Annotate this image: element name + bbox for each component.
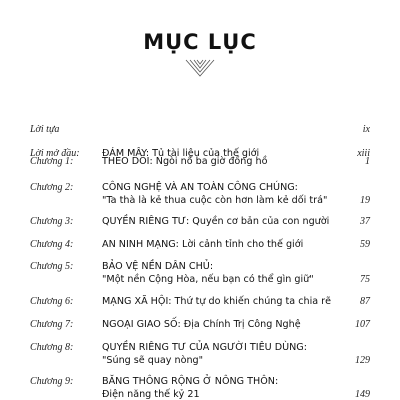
toc-entry-label: Chương 1:	[30, 156, 74, 167]
toc-entry-title: MẠNG XÃ HỘI: Thứ tự do khiến chúng ta chia rẽ	[102, 296, 332, 307]
toc-entry-subtitle: "Ta thà là kẻ thua cuộc còn hơn làm kẻ dối trá"	[102, 195, 328, 206]
toc-entry-subtitle: "Súng sẽ quay nòng"	[102, 355, 204, 366]
toc-entry-label: Chương 4:	[30, 239, 74, 250]
toc-entry-page: 1	[365, 156, 370, 167]
toc-entry-subtitle: "Một nền Cộng Hòa, nếu bạn có thể gìn giữ"	[102, 274, 314, 285]
toc-entry-page: 107	[355, 319, 370, 330]
toc-entry-title: BẢO VỆ NỀN DÂN CHỦ:	[102, 261, 214, 272]
toc-entry-label: Chương 6:	[30, 296, 74, 307]
toc-entry-page: 129	[355, 355, 370, 366]
toc-entry-title: ĐÁM MÂY: Tủ tài liệu của thế giới	[102, 148, 260, 159]
toc-entry-label: Chương 9:	[30, 376, 74, 387]
toc-entry-title: NGOẠI GIAO SỐ: Địa Chính Trị Công Nghệ	[102, 319, 301, 330]
toc-entry-label: Chương 3:	[30, 216, 74, 227]
toc-entry-label: Lời mở đầu:	[30, 148, 80, 159]
toc-entry-subtitle: Điện năng thế kỷ 21	[102, 389, 200, 400]
toc-entry-title: QUYỀN RIÊNG TƯ: Quyền cơ bản của con người	[102, 216, 330, 227]
toc-entry-page: 149	[355, 389, 370, 400]
toc-entry-title: AN NINH MẠNG: Lời cảnh tỉnh cho thế giới	[102, 239, 304, 250]
toc-entry-label: Lời tựa	[30, 124, 60, 135]
toc-entry-page: 75	[360, 274, 370, 285]
toc-entry-label: Chương 2:	[30, 182, 74, 193]
toc-entry-page: 87	[360, 296, 370, 307]
page-title: MỤC LỤC	[143, 30, 257, 54]
toc-entry-page: xiii	[357, 148, 370, 159]
toc-entry-title: CÔNG NGHỆ VÀ AN TOÀN CÔNG CHÚNG:	[102, 182, 298, 193]
toc-entry-title: THEO DÕI: Ngòi nổ ba giờ đồng hồ	[102, 156, 268, 167]
toc-entry-label: Chương 8:	[30, 342, 74, 353]
toc-entry-label: Chương 7:	[30, 319, 74, 330]
toc-entry-page: ix	[362, 124, 370, 135]
toc-entry-title: BĂNG THÔNG RỘNG Ở NÔNG THÔN:	[102, 376, 279, 387]
toc-entry-title: QUYỀN RIÊNG TƯ CỦA NGƯỜI TIÊU DÙNG:	[102, 342, 307, 353]
toc-entry-page: 59	[360, 239, 370, 250]
toc-entry-page: 37	[360, 216, 370, 227]
toc-entry-label: Chương 5:	[30, 261, 74, 272]
toc-entry-page: 19	[360, 195, 370, 206]
